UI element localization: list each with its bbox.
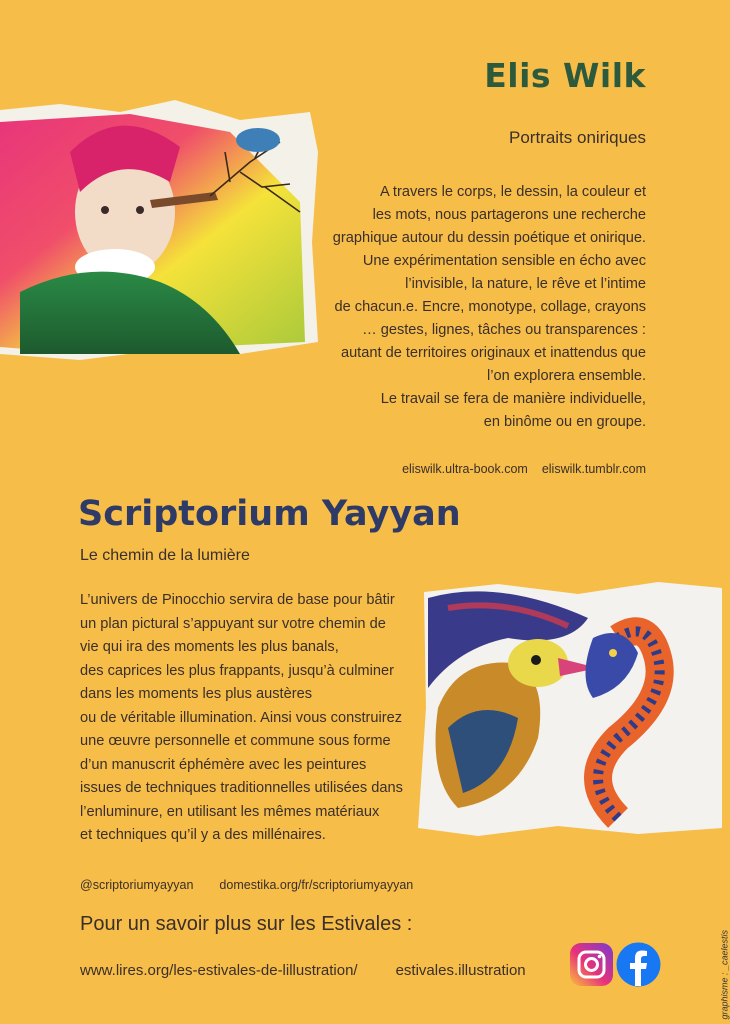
elis-wilk-subtitle: Portraits oniriques: [508, 128, 646, 147]
domestika-link[interactable]: domestika.org/fr/scriptoriumyayyan: [219, 878, 414, 892]
scriptorium-title: Scriptorium Yayyan: [78, 494, 461, 534]
elis-wilk-links: [388, 462, 646, 476]
instagram-icon[interactable]: [569, 942, 614, 987]
elis-wilk-title: Elis Wilk: [484, 56, 646, 95]
tumblr-link[interactable]: eliswilk.tumblr.com: [541, 462, 646, 476]
ultra-book-link[interactable]: eliswilk.ultra-book.com: [402, 462, 528, 476]
website-link[interactable]: www.lires.org/les-estivales-de-lillustration/: [80, 962, 358, 979]
more-info-heading: Pour un savoir plus sur les Estivales :: [80, 913, 413, 935]
scriptorium-subtitle: Le chemin de la lumière: [80, 547, 250, 564]
portrait-illustration: [0, 92, 318, 364]
instagram-handle-link[interactable]: @scriptoriumyayyan: [80, 878, 194, 892]
scriptorium-description: L’univers de Pinocchio servira de base pour bâtir un plan pictural s’appuyant sur votre chemin de vie qui ira des moments les plus banals, des caprices les plus frappants, jusqu’à culminer dans les moments les plus austères ou de véritable illumination. Ainsi vous construirez une œuvre personnelle et commune sous forme d’un manuscrit éphémère avec les peintures issues de techniques traditionnelles utilisées dans l’enluminure, en utilisant les mêmes matériaux et techniques qu’il y a des millénaires.: [80, 592, 403, 843]
social-handle[interactable]: estivales.illustration: [395, 962, 526, 979]
facebook-icon[interactable]: [616, 942, 661, 987]
scriptorium-links: [80, 878, 413, 892]
footer-links: [80, 962, 526, 979]
elis-wilk-description: A travers le corps, le dessin, la couleur et les mots, nous partagerons une recherche graphique autour du dessin poétique et onirique. Une expérimentation sensible en écho avec l’invisible, la nature, le rêve et l’intime de chacun.e. Encre, monotype, collage, crayons … gestes, lignes, tâches ou transparences : autant de territoires originaux et inattendus que l’on explorera ensemble. Le travail se fera de manière individuelle, en binôme ou en groupe.: [332, 184, 646, 430]
design-credit: graphisme : _caelestis: [720, 930, 730, 1020]
illumination-illustration: [418, 578, 722, 838]
